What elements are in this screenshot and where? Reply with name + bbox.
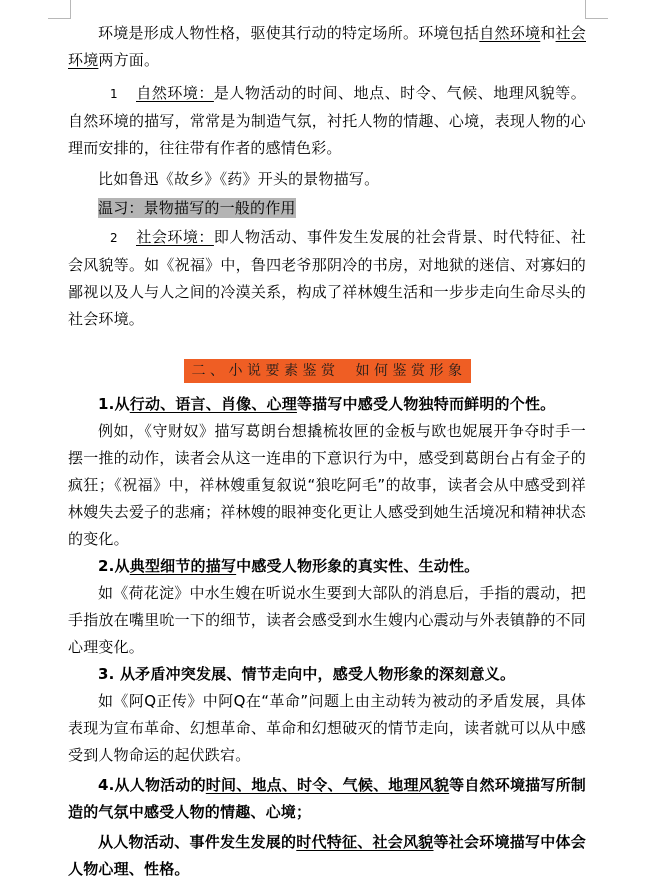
heading-part1: 二、小说要素鉴赏	[191, 363, 340, 379]
point-3-body: 如《阿Q正传》中阿Q在“革命”问题上由主动转为被动的矛盾发展，具体表现为宣布革命、幻想革命、革命和幻想破灭的情节走向，读者就可以从中感受到人物命运的起伏跌宕。	[68, 692, 586, 764]
item-number: 1	[110, 87, 118, 101]
luxun-example: 比如鲁迅《故乡》《药》开头的景物描写。	[98, 170, 380, 188]
point-prefix: 1.从	[98, 395, 130, 413]
point-underlined: 典型细节的描写	[129, 557, 237, 575]
intro-paragraph	[68, 20, 586, 74]
heading-part2: 如何鉴赏形象	[355, 363, 467, 379]
section-heading	[184, 359, 471, 383]
natural-env-label: 自然环境：	[136, 84, 214, 102]
point-suffix: 等描写中感受人物独特而鲜明的个性。	[296, 395, 556, 413]
point-1-body: 例如，《守财奴》描写葛朗台想撬梳妆匣的金板与欧也妮展开争夺时手一摆一推的动作，读者会从这一连串的下意识行为中，感受到葛朗台占有金子的疯狂；《祝福》中，祥林嫂重复叙说“狼吃阿毛”的故事，读者会从中感受到祥林嫂失去爱子的悲痛；祥林嫂的眼神变化更让人感受到她生活境况和精神状态的变化。	[68, 422, 586, 548]
point-prefix: 4.从人物活动的	[98, 776, 206, 794]
point-3-title: 3. 从矛盾冲突发展、情节走向中，感受人物形象的深刻意义。	[98, 665, 516, 683]
review-note-paragraph	[68, 195, 586, 222]
page-corner-mark-right	[585, 0, 608, 19]
review-note-highlight: 温习：景物描写的一般的作用	[98, 199, 296, 217]
document-page	[68, 20, 586, 883]
point-2-body: 如《荷花淀》中水生嫂在听说水生要到大部队的消息后，手指的震动，把手指放在嘴里吮一下的细节，读者会感受到水生嫂内心震动与外表镇静的不同心理变化。	[68, 584, 586, 656]
point-2-title	[68, 553, 586, 580]
point-suffix: 中感受人物形象的真实性、生动性。	[236, 557, 480, 575]
social-env-text: 即人物活动、事件发生发展的社会背景、时代特征、社会风貌等。如《祝福》中，鲁四老爷那阴冷的书房，对地狱的迷信、对寡妇的鄙视以及人与人之间的冷漠关系，构成了祥林嫂生活和一步步走向生命尽头的社会环境。	[68, 228, 586, 328]
intro-conj: 和	[540, 24, 556, 42]
point-4-social	[68, 829, 586, 883]
point-underlined: 时代特征、社会风貌	[296, 833, 434, 851]
item-number: 2	[110, 231, 118, 245]
section-heading-wrap	[68, 359, 586, 389]
intro-tail: 两方面。	[98, 51, 160, 69]
point-underlined: 时间、地点、时令、气候、地理风貌	[205, 776, 450, 794]
natural-env-term: 自然环境	[479, 24, 541, 42]
natural-env-text: 是人物活动的时间、地点、时令、气候、地理风貌等。自然环境的描写，常常是为制造气氛，衬托人物的情趣、心境，表现人物的心理而安排的，往往带有作者的感情色彩。	[68, 84, 586, 157]
page-corner-mark-left	[48, 0, 71, 19]
social-env-term: 社会环境	[68, 24, 586, 69]
point-suffix: 等自然环境描写所制造的气氛中感受人物的情趣、心境；	[68, 776, 586, 821]
point-underlined: 行动、语言、肖像、心理	[129, 395, 297, 413]
natural-env-paragraph	[68, 80, 586, 162]
point-1-title	[68, 391, 586, 418]
social-env-label: 社会环境：	[136, 228, 214, 246]
social-env-paragraph	[68, 224, 586, 333]
point-prefix: 从人物活动、事件发生发展的	[98, 833, 297, 851]
intro-text: 环境是形成人物性格，驱使其行动的特定场所。环境包括	[98, 24, 480, 42]
point-prefix: 2.从	[98, 557, 130, 575]
point-4-title	[68, 772, 586, 826]
point-suffix: 等社会环境描写中体会人物心理、性格。	[68, 833, 586, 878]
